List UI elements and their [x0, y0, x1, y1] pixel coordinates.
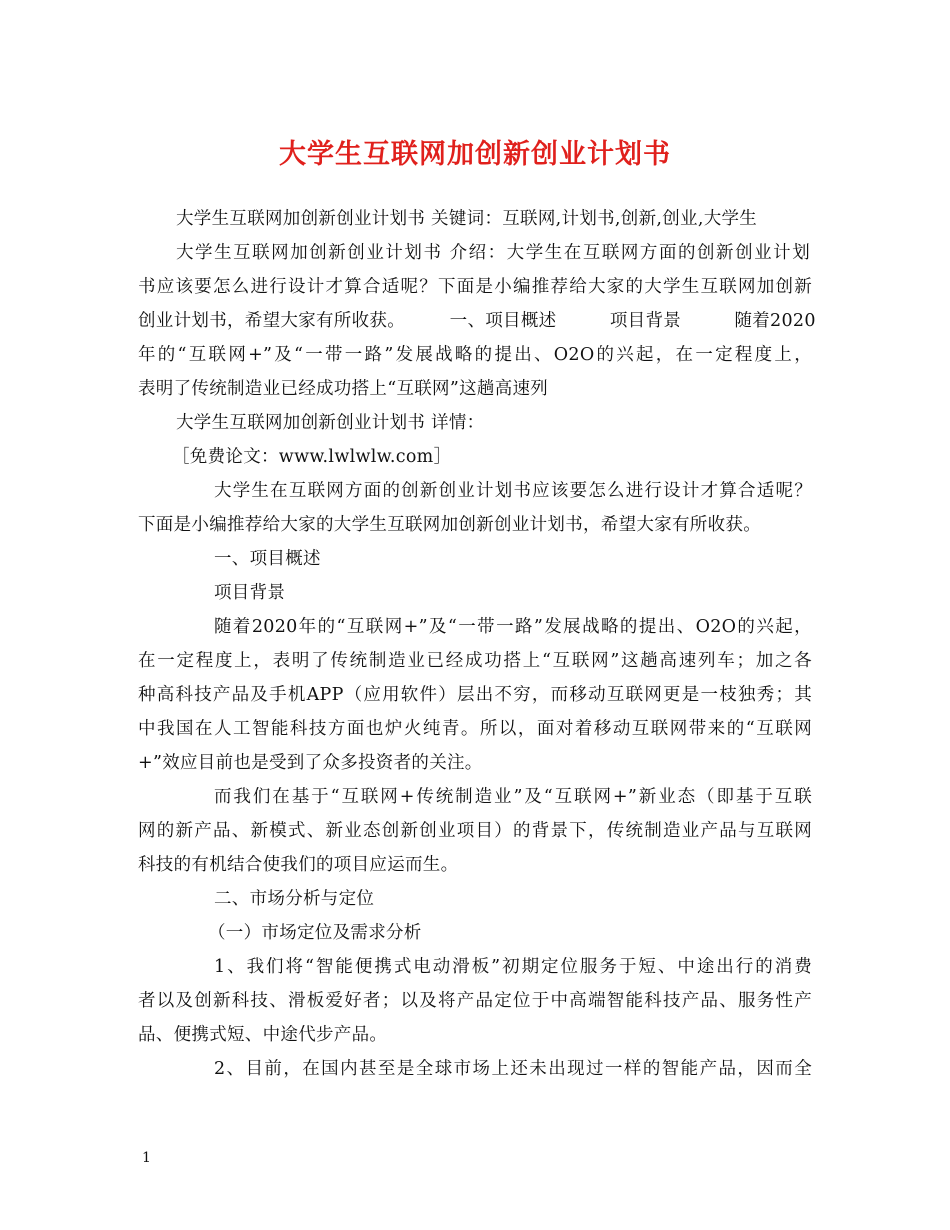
paragraph-line: 种高科技产品及手机APP（应用软件）层出不穷，而移动互联网更是一枝独秀；其 [138, 685, 812, 705]
paragraph-line: 中我国在人工智能科技方面也炉火纯青。所以，面对着移动互联网带来的“互联网 [138, 719, 812, 739]
paragraph-line: 而我们在基于“互联网+传统制造业”及“互联网+”新业态（即基于互联 [214, 787, 812, 807]
intro-line: 创业计划书，希望大家有所收获。 一、项目概述 项目背景 随着2020 [138, 311, 816, 331]
section-heading: 一、项目概述 [214, 549, 321, 569]
paragraph-line: 在一定程度上，表明了传统制造业已经成功搭上“互联网”这趟高速列车；加之各 [138, 651, 812, 671]
intro-line: 表明了传统制造业已经成功搭上“互联网”这趟高速列 [138, 379, 549, 399]
paragraph-line: 大学生在互联网方面的创新创业计划书应该要怎么进行设计才算合适呢？ [214, 481, 812, 501]
paragraph-line: 1、我们将“智能便携式电动滑板”初期定位服务于短、中途出行的消费 [214, 957, 812, 977]
paragraph-line: 品、便携式短、中途代步产品。 [138, 1025, 388, 1045]
section-heading: 二、市场分析与定位 [214, 889, 375, 909]
source-line: ［免费论文：www.lwlwlw.com］ [172, 447, 452, 467]
details-heading: 大学生互联网加创新创业计划书 详情： [176, 413, 485, 433]
subsection-heading: （一）市场定位及需求分析 [208, 923, 422, 943]
keywords-line: 大学生互联网加创新创业计划书 关键词：互联网,计划书,创新,创业,大学生 [176, 209, 758, 229]
page-title: 大学生互联网加创新创业计划书 [279, 139, 671, 170]
page-number: 1 [142, 1150, 151, 1166]
paragraph-line: 科技的有机结合使我们的项目应运而生。 [138, 855, 459, 875]
paragraph-line: 2、目前，在国内甚至是全球市场上还未出现过一样的智能产品，因而全 [214, 1059, 812, 1079]
paragraph-line: 下面是小编推荐给大家的大学生互联网加创新创业计划书，希望大家有所收获。 [138, 515, 761, 535]
paragraph-line: +”效应目前也是受到了众多投资者的关注。 [138, 753, 483, 773]
subsection-heading: 项目背景 [214, 583, 286, 603]
paragraph-line: 随着2020年的“互联网+”及“一带一路”发展战略的提出、O2O的兴起， [214, 617, 812, 637]
intro-line: 书应该要怎么进行设计才算合适呢？下面是小编推荐给大家的大学生互联网加创新 [138, 277, 812, 297]
paragraph-line: 网的新产品、新模式、新业态创新创业项目）的背景下，传统制造业产品与互联网 [138, 821, 812, 841]
paragraph-line: 者以及创新科技、滑板爱好者；以及将产品定位于中高端智能科技产品、服务性产 [138, 991, 812, 1011]
intro-line: 大学生互联网加创新创业计划书 介绍：大学生在互联网方面的创新创业计划 [176, 243, 810, 263]
intro-line: 年的“互联网+”及“一带一路”发展战略的提出、O2O的兴起，在一定程度上， [138, 345, 812, 365]
